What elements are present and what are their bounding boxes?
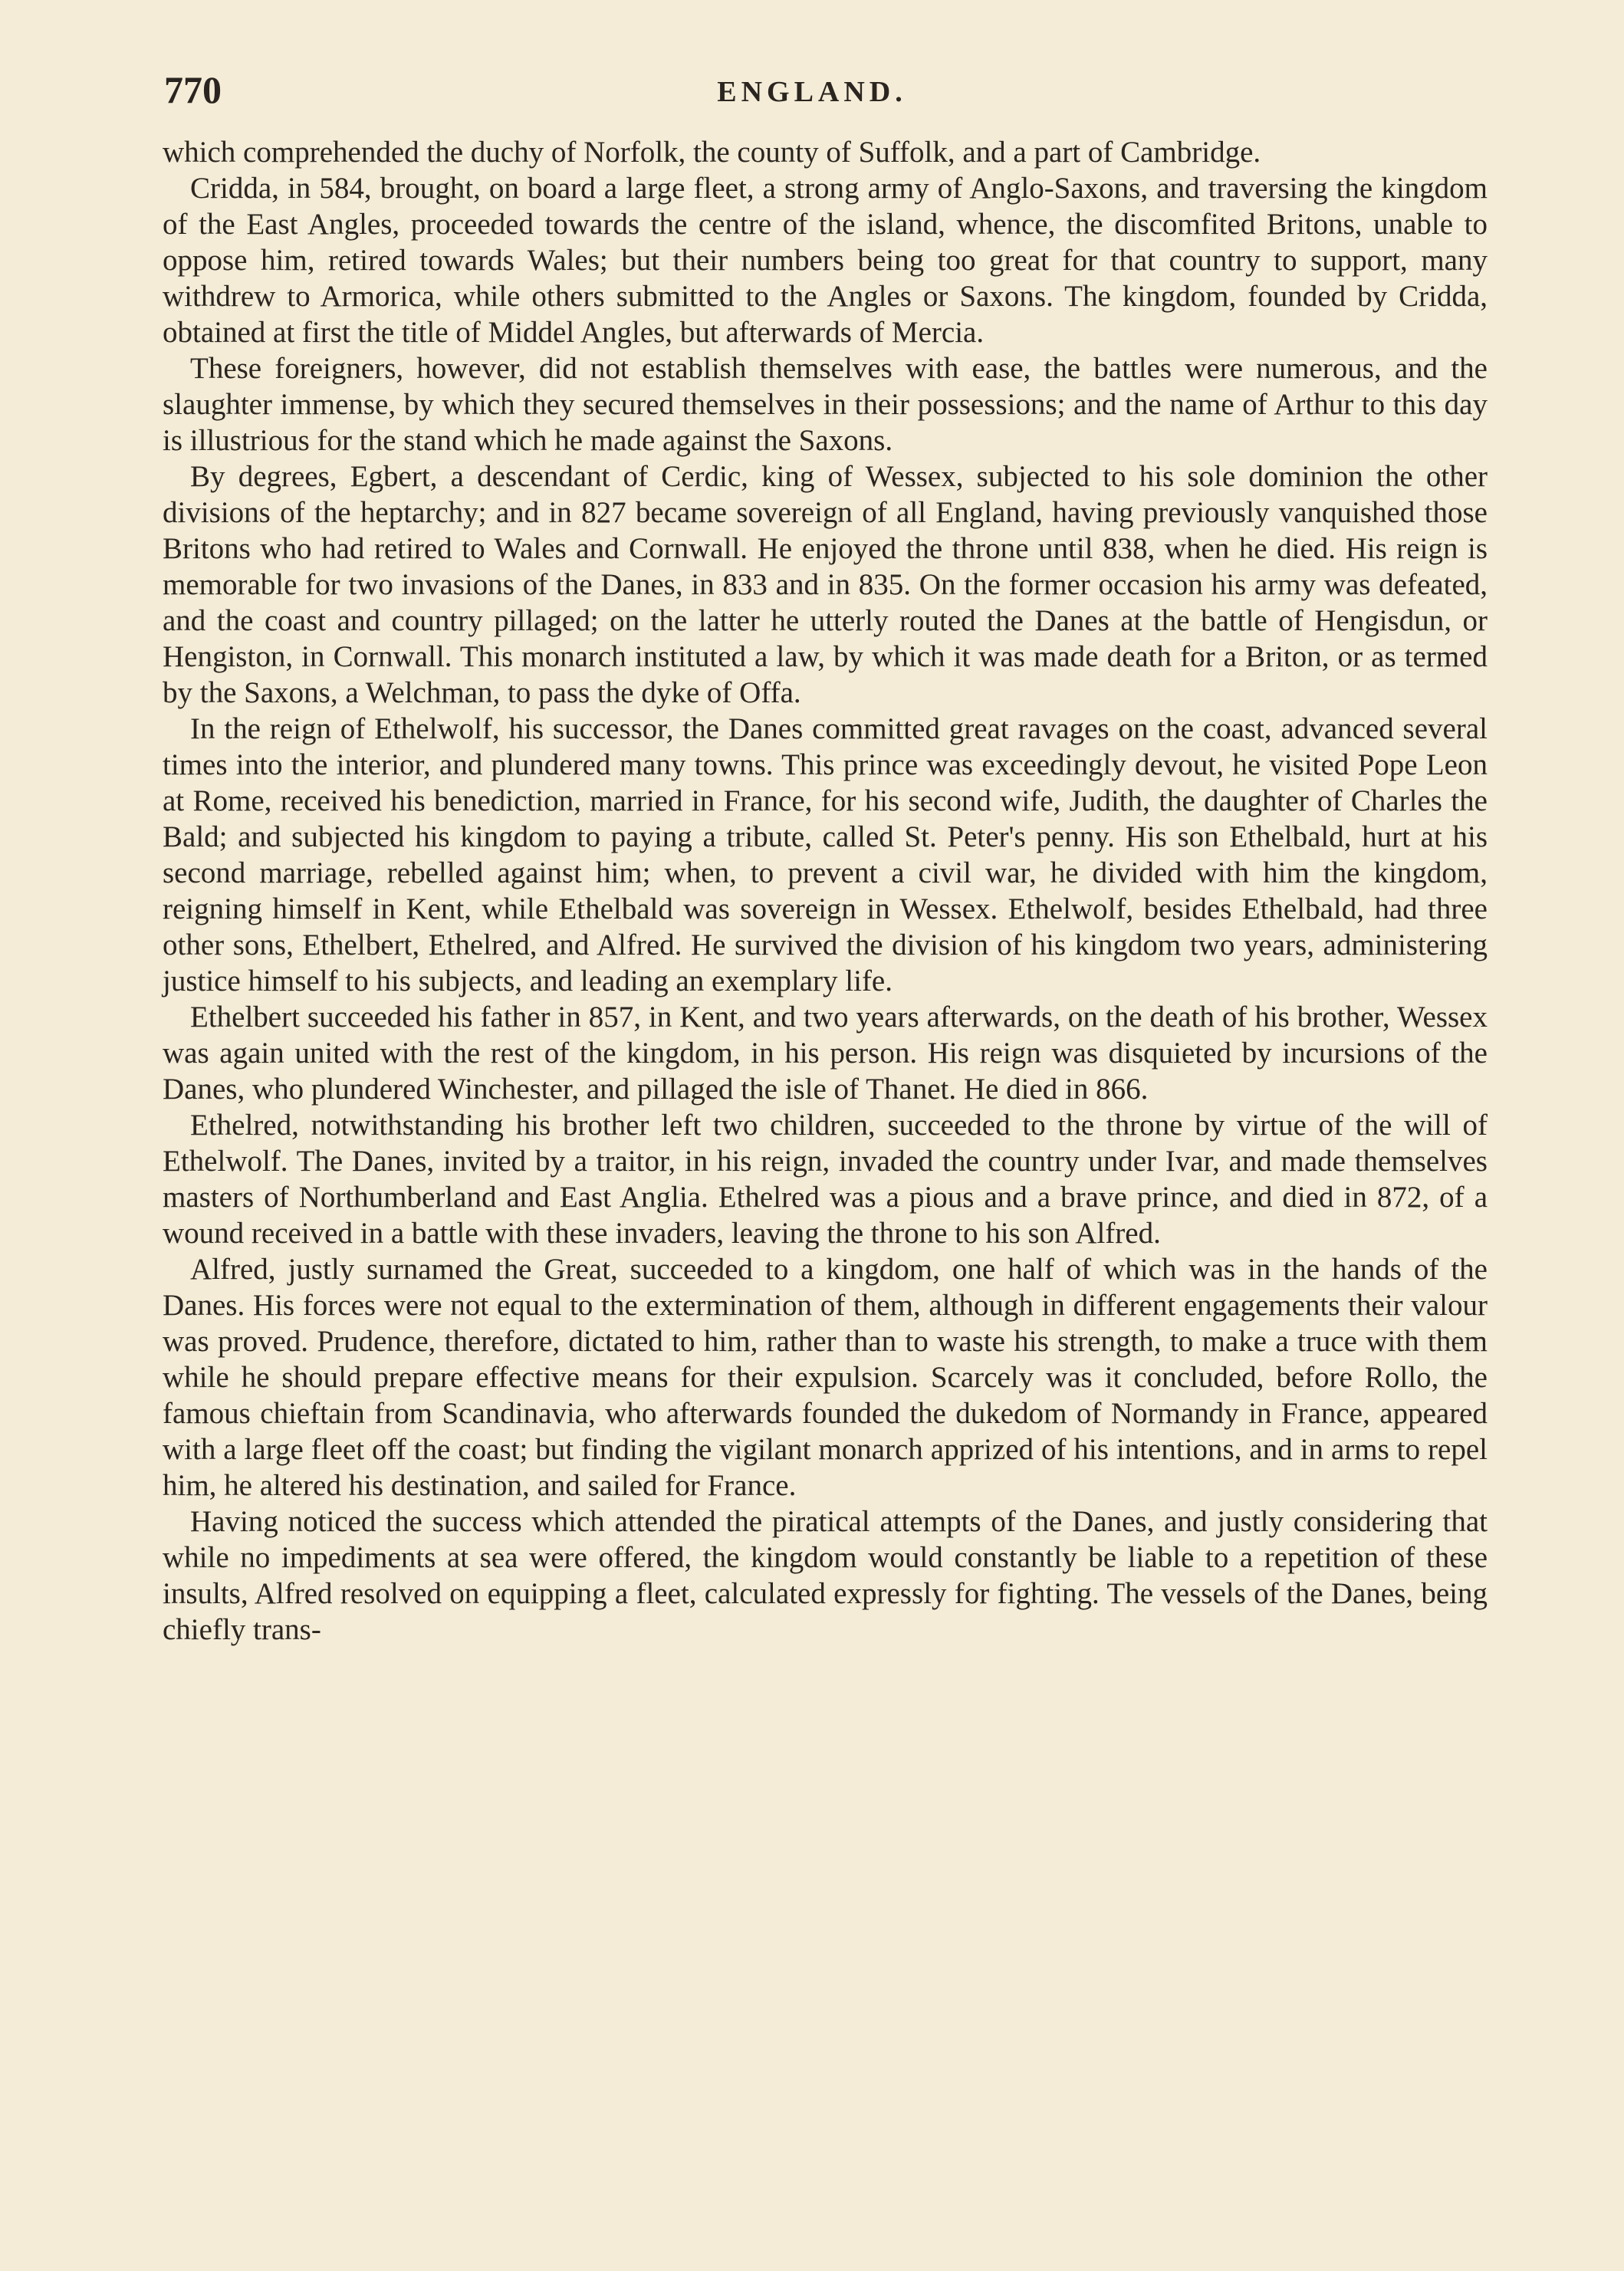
page-header bbox=[164, 67, 1460, 113]
paragraph: By degrees, Egbert, a descendant of Cerdic, king of Wessex, subjected to his sole dominion the other divisions of the heptarchy; and in 827 became sovereign of all England, having previously vanquished those Britons who had retired to Wales and Cornwall. He enjoyed the throne until 838, when he died. His reign is memorable for two invasions of the Danes, in 833 and in 835. On the former occasion his army was defeated, and the coast and country pillaged; on the latter he utterly routed the Danes at the battle of Hengisdun, or Hengiston, in Cornwall. This monarch instituted a law, by which it was made death for a Briton, or as termed by the Saxons, a Welchman, to pass the dyke of Offa. bbox=[163, 460, 1488, 709]
paragraph: which comprehended the duchy of Norfolk, the county of Suffolk, and a part of Cambridge. bbox=[163, 136, 1261, 169]
paragraph: Having noticed the success which attended the piratical attempts of the Danes, and justly considering that while no impediments at sea were offered, the kingdom would constantly be liable to a repetition of these insults, Alfred resolved on equipping a fleet, calculated expressly for fighting. The vessels of the Danes, being chiefly trans- bbox=[163, 1505, 1488, 1646]
paragraph: In the reign of Ethelwolf, his successor, the Danes committed great ravages on the coast, advanced several times into the interior, and plundered many towns. This prince was exceedingly devout, he visited Pope Leon at Rome, received his benediction, married in France, for his second wife, Judith, the daughter of Charles the Bald; and subjected his kingdom to paying a tribute, called St. Peter's penny. His son Ethelbald, hurt at his second marriage, rebelled against him; when, to prevent a civil war, he divided with him the kingdom, reigning himself in Kent, while Ethelbald was sovereign in Wessex. Ethelwolf, besides Ethelbald, had three other sons, Ethelbert, Ethelred, and Alfred. He survived the division of his kingdom two years, administering justice himself to his subjects, and leading an exemplary life. bbox=[163, 712, 1488, 997]
paragraph: Alfred, justly surnamed the Great, succeeded to a kingdom, one half of which was in the hands of the Danes. His forces were not equal to the extermination of them, although in different engagements their valour was proved. Prudence, therefore, dictated to him, rather than to waste his strength, to make a truce with them while he should prepare effective means for their expulsion. Scarcely was it concluded, before Rollo, the famous chieftain from Scandinavia, who afterwards founded the dukedom of Normandy in France, appeared with a large fleet off the coast; but finding the vigilant monarch apprized of his intentions, and in arms to repel him, he altered his destination, and sailed for France. bbox=[163, 1253, 1488, 1502]
page-number: 770 bbox=[164, 68, 222, 111]
paragraph: Ethelbert succeeded his father in 857, in Kent, and two years afterwards, on the death of his brother, Wessex was again united with the rest of the kingdom, in his person. His reign was disquieted by incursions of the Danes, who plundered Winchester, and pillaged the isle of Thanet. He died in 866. bbox=[163, 1001, 1488, 1106]
paragraph: Cridda, in 584, brought, on board a large fleet, a strong army of Anglo-Saxons, and traversing the kingdom of the East Angles, proceeded towards the centre of the island, whence, the discomfited Britons, unable to oppose him, retired towards Wales; but their numbers being too great for that country to support, many withdrew to Armorica, while others submitted to the Angles or Saxons. The kingdom, founded by Cridda, obtained at first the title of Middel Angles, but afterwards of Mercia. bbox=[163, 172, 1488, 349]
paragraph: Ethelred, notwithstanding his brother left two children, succeeded to the throne by virtue of the will of Ethelwolf. The Danes, invited by a traitor, in his reign, invaded the country under Ivar, and made themselves masters of Northumberland and East Anglia. Ethelred was a pious and a brave prince, and died in 872, of a wound received in a battle with these invaders, leaving the throne to his son Alfred. bbox=[163, 1109, 1488, 1250]
body-text bbox=[163, 134, 1488, 1648]
running-head: ENGLAND. bbox=[717, 76, 907, 108]
paragraph: These foreigners, however, did not establish themselves with ease, the battles were numerous, and the slaughter immense, by which they secured themselves in their possessions; and the name of Arthur to this day is illustrious for the stand which he made against the Saxons. bbox=[163, 352, 1488, 457]
